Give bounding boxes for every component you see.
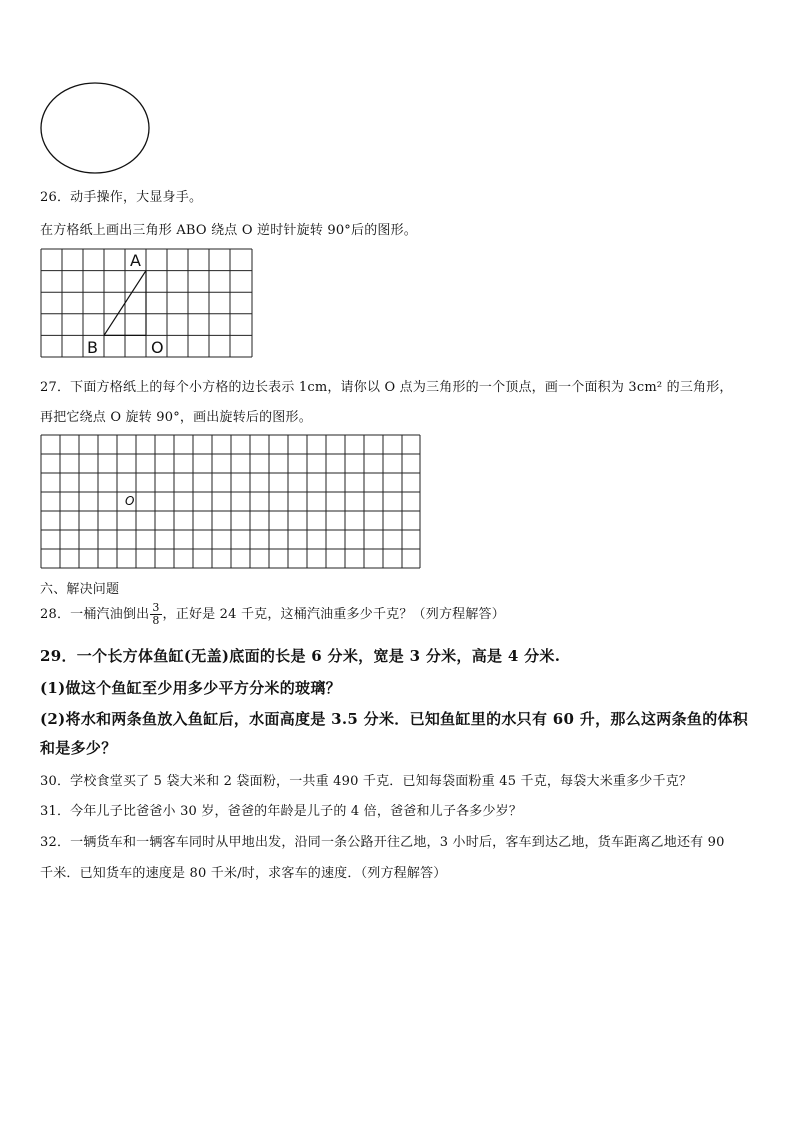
label-a: A <box>130 251 141 270</box>
q29-line2: (1)做这个鱼缸至少用多少平方分米的玻璃？ <box>40 679 341 697</box>
q26-grid <box>40 248 256 360</box>
label-o: O <box>151 338 164 357</box>
q29-line4: 和是多少？ <box>40 739 117 757</box>
section-title: 六、解决问题 <box>40 582 120 597</box>
q28-frac-denominator: 8 <box>152 614 160 627</box>
circle-figure <box>38 80 154 176</box>
q28-frac-numerator: 3 <box>152 601 160 614</box>
q27-line2: 再把它绕点 O 旋转 90°，画出旋转后的图形。 <box>40 410 312 425</box>
q26-title-text: 动手操作，大显身手。 <box>70 190 203 205</box>
q29-line3: (2)将水和两条鱼放入鱼缸后，水面高度是 3.5 分米．已知鱼缸里的水只有 60 升，那么这两条鱼的体积 <box>40 710 749 728</box>
q31: 31．今年儿子比爸爸小 30 岁，爸爸的年龄是儿子的 4 倍，爸爸和儿子各多少岁？ <box>40 804 523 819</box>
label-b: B <box>87 338 98 357</box>
q26-instruction: 在方格纸上画出三角形 ABO 绕点 O 逆时针旋转 90°后的图形。 <box>40 223 418 238</box>
q27-grid <box>40 434 424 572</box>
q26-number: 26． <box>40 190 71 205</box>
q32-line2: 千米．已知货车的速度是 80 千米/时，求客车的速度．（列方程解答） <box>40 866 447 881</box>
q28 <box>40 602 505 627</box>
q28-fraction <box>150 602 161 627</box>
q32-line1: 32．一辆货车和一辆客车同时从甲地出发，沿同一条公路开往乙地，3 小时后，客车到达乙地，货车距离乙地还有 90 <box>40 835 725 850</box>
q28-suffix: ，正好是 24 千克，这桶汽油重多少千克？（列方程解答） <box>162 607 505 622</box>
q29-line1: 29．一个长方体鱼缸(无盖)底面的长是 6 分米，宽是 3 分米，高是 4 分米. <box>40 647 561 665</box>
q27-line1: 27．下面方格纸上的每个小方格的边长表示 1cm，请你以 O 点为三角形的一个顶点，画一个面积为 3cm² 的三角形， <box>40 380 733 395</box>
point-o-label: O <box>125 494 135 508</box>
q30: 30．学校食堂买了 5 袋大米和 2 袋面粉，一共重 490 千克．已知每袋面粉重 45 千克，每袋大米重多少千克？ <box>40 774 693 789</box>
q26-title <box>40 186 202 205</box>
q28-prefix: 28．一桶汽油倒出 <box>40 607 150 622</box>
